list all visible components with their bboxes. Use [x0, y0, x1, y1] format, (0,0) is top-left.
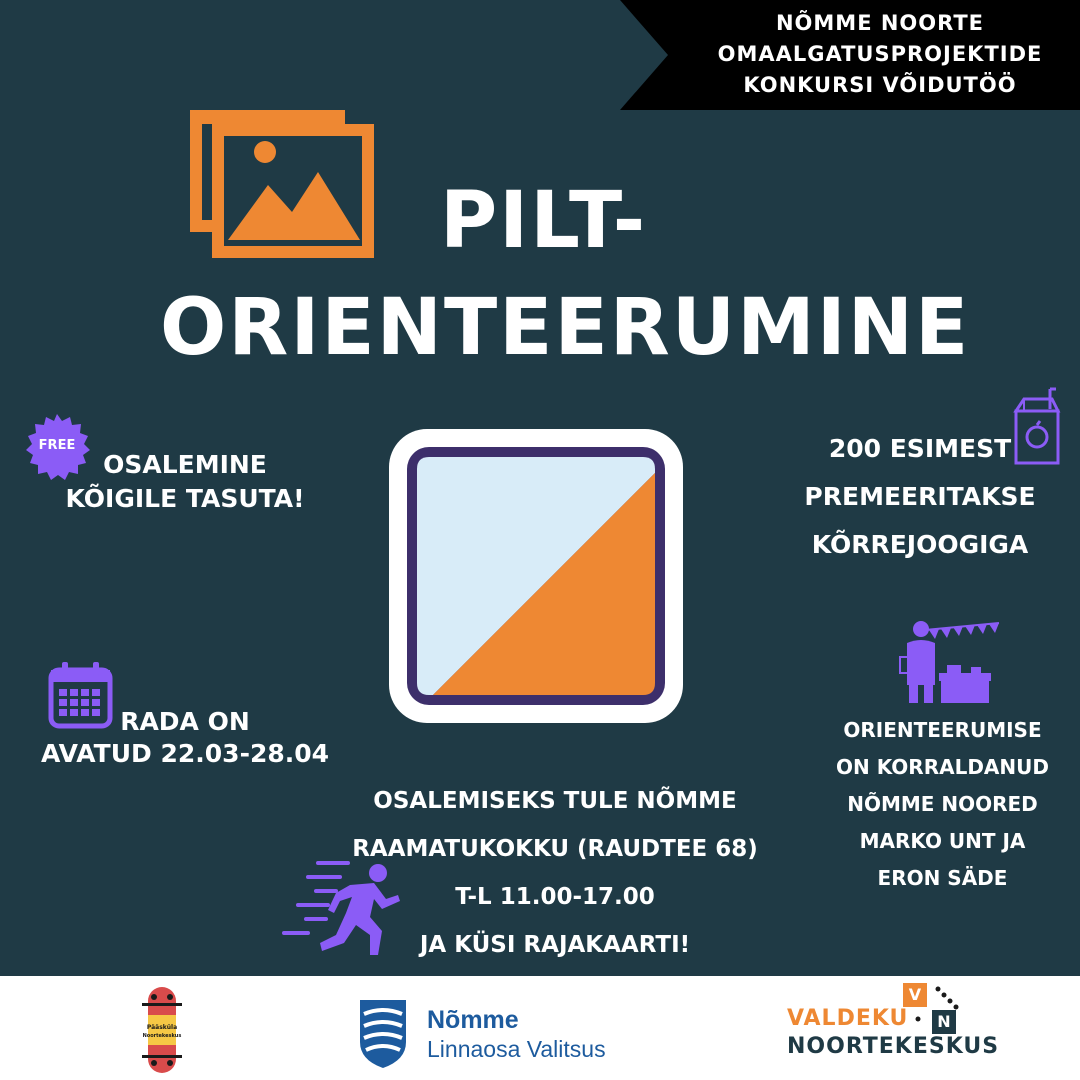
organizers-line-5: ERON SÄDE	[877, 866, 1008, 890]
banner-line-1: NÕMME NOORTE	[775, 11, 985, 35]
organizers-line-1: ORIENTEERUMISE	[843, 718, 1042, 742]
track-line-1: RADA ON	[120, 707, 250, 736]
banner	[620, 0, 1080, 110]
banner-line-3: KONKURSI VÕIDUTÖÖ	[743, 73, 1017, 97]
free-line-2: KÕIGILE TASUTA!	[65, 484, 305, 513]
participation-line-4: JA KÜSI RAJAKAARTI!	[419, 932, 691, 958]
organizers-line-3: NÕMME NOORED	[847, 792, 1038, 816]
runner-icon	[278, 855, 408, 965]
organizers-line-2: ON KORRALDANUD	[836, 755, 1049, 779]
svg-text:Noortekeskus: Noortekeskus	[142, 1033, 182, 1039]
nomme-logo-line-1: Nõmme	[427, 1006, 519, 1034]
prize-line-3: KÕRREJOOGIGA	[811, 530, 1029, 559]
track-text	[30, 706, 340, 770]
event-organizer-icon	[895, 615, 1000, 705]
skateboard-logo-icon	[142, 985, 182, 1075]
free-text	[30, 448, 340, 516]
prize-line-2: PREMEERITAKSE	[804, 482, 1036, 511]
track-line-2: AVATUD 22.03-28.04	[40, 739, 330, 768]
participation-line-3: T-L 11.00-17.00	[455, 884, 655, 910]
valdeku-dots-icon	[906, 985, 966, 1025]
free-badge-text: FREE	[38, 438, 76, 453]
nomme-logo-line-2: Linnaosa Valitsus	[427, 1036, 606, 1062]
image-gallery-icon	[180, 100, 380, 260]
title-line-2: ORIENTEERUMINE	[160, 283, 971, 373]
valdeku-logo-line-1: VALDEKU	[787, 1006, 909, 1031]
participation-line-1: OSALEMISEKS TULE NÕMME	[373, 788, 737, 814]
valdeku-badge-n: N	[932, 1010, 956, 1034]
organizers-text	[820, 712, 1065, 897]
banner-text	[690, 8, 1070, 101]
organizers-line-4: MARKO UNT JA	[859, 829, 1026, 853]
orienteering-flag-icon	[385, 425, 687, 727]
banner-line-2: OMAALGATUSPROJEKTIDE	[717, 42, 1043, 66]
prize-line-1: 200 ESIMEST	[828, 434, 1012, 463]
participation-line-2: RAAMATUKOKKU (RAUDTEE 68)	[352, 836, 758, 862]
valdeku-badge-v: V	[903, 983, 927, 1007]
nomme-crest-icon	[358, 998, 408, 1070]
prize-text	[760, 425, 1080, 569]
title-line-1: PILT-	[440, 176, 648, 266]
valdeku-logo-line-2: NOORTEKESKUS	[787, 1034, 1000, 1059]
paaskula-logo-text: Pääsküla	[146, 1024, 178, 1031]
free-line-1: OSALEMINE	[103, 450, 267, 479]
